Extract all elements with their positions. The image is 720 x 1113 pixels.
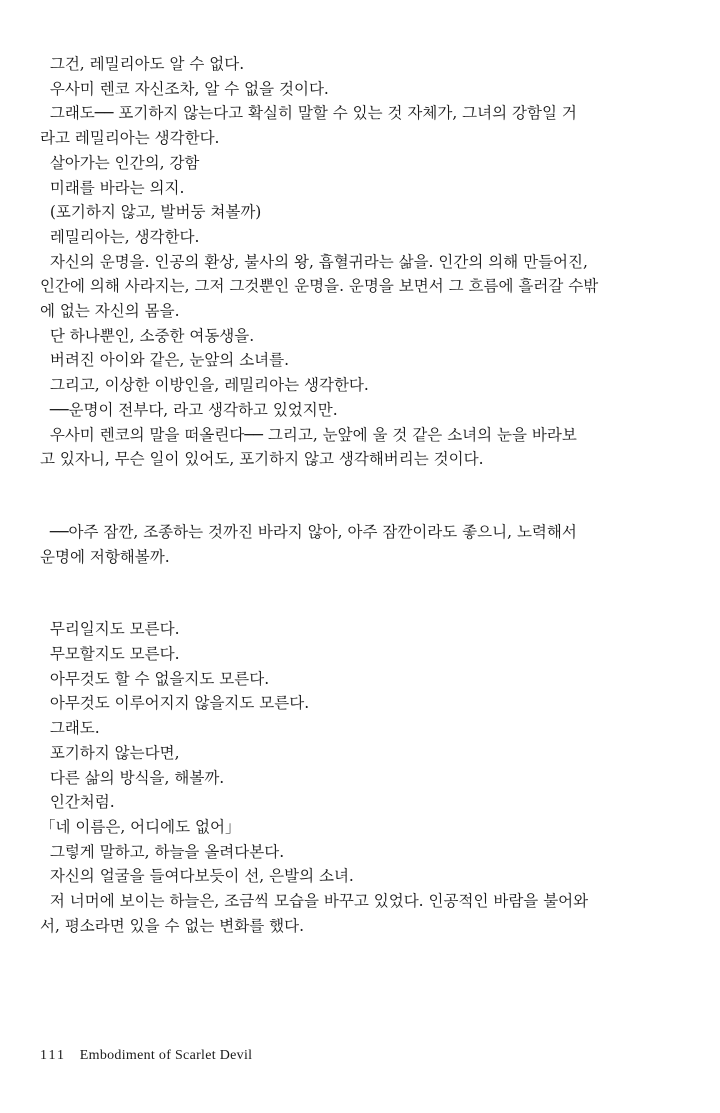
text-line: 아무것도 할 수 없을지도 모른다. [40,669,270,688]
text-line: 우사미 렌코 자신조차, 알 수 없을 것이다. [40,79,329,98]
text-line: 서, 평소라면 있을 수 없는 변화를 했다. [40,916,305,935]
text-line: 단 하나뿐인, 소중한 여동생을. [40,326,255,345]
text-line: 운명에 저항해볼까. [40,547,170,566]
text-line: 에 없는 자신의 몸을. [40,302,180,321]
text-line: 자신의 운명을. 인공의 환상, 불사의 왕, 흡혈귀라는 삶을. 인간의 의해 만들어진, [40,252,588,271]
text-line: 미래를 바라는 의지. [40,178,185,197]
text-line: 무모할지도 모른다. [40,645,180,664]
text-line: 무리일지도 모른다. [40,620,180,639]
page-number: 111 [40,1048,66,1063]
text-line: 고 있자니, 무슨 일이 있어도, 포기하지 않고 생각해버리는 것이다. [40,450,484,469]
text-block-1 [40,52,680,472]
text-line: 저 너머에 보이는 하늘은, 조금씩 모습을 바꾸고 있었다. 인공적인 바람을 불어와 [40,892,589,911]
text-line: 아무것도 이루어지지 않을지도 모른다. [40,694,310,713]
text-line: 다른 삶의 방식을, 해볼까. [40,768,225,787]
text-line: 그렇게 말하고, 하늘을 올려다본다. [40,842,285,861]
text-line: 버려진 아이와 같은, 눈앞의 소녀를. [40,351,290,370]
text-line: 그래도. [40,719,100,738]
book-title: Embodiment of Scarlet Devil [79,1048,253,1063]
section-break [40,569,680,617]
text-line: 「네 이름은, 어디에도 없어」 [40,817,241,836]
text-line: 자신의 얼굴을 들여다보듯이 선, 은발의 소녀. [40,867,354,886]
text-line: 포기하지 않는다면, [40,743,180,762]
text-block-3 [40,617,680,938]
text-line: 라고 레밀리아는 생각한다. [40,129,220,148]
text-line: 그래도── 포기하지 않는다고 확실히 말할 수 있는 것 자체가, 그녀의 강함일 거 [40,104,577,123]
section-break [40,472,680,520]
text-line: 그건, 레밀리아도 알 수 없다. [40,55,245,73]
text-line: 레밀리아는, 생각한다. [40,227,200,246]
page-body [40,52,680,939]
text-line: 그리고, 이상한 이방인을, 레밀리아는 생각한다. [40,376,369,395]
text-line: 인간처럼. [40,793,115,812]
text-block-2 [40,520,680,569]
text-line: 우사미 렌코의 말을 떠올린다── 그리고, 눈앞에 울 것 같은 소녀의 눈을 바라보 [40,425,577,444]
text-line: ──운명이 전부다, 라고 생각하고 있었지만. [40,400,338,419]
text-line: (포기하지 않고, 발버둥 쳐볼까) [40,203,262,222]
text-line: 인간에 의해 사라지는, 그저 그것뿐인 운명을. 운명을 보면서 그 흐름에 흘러갈 수밖 [40,277,599,296]
text-line: ──아주 잠깐, 조종하는 것까진 바라지 않아, 아주 잠깐이라도 좋으니, 노력해서 [40,522,577,541]
text-line: 살아가는 인간의, 강함 [40,153,200,172]
page-footer [40,1048,252,1064]
